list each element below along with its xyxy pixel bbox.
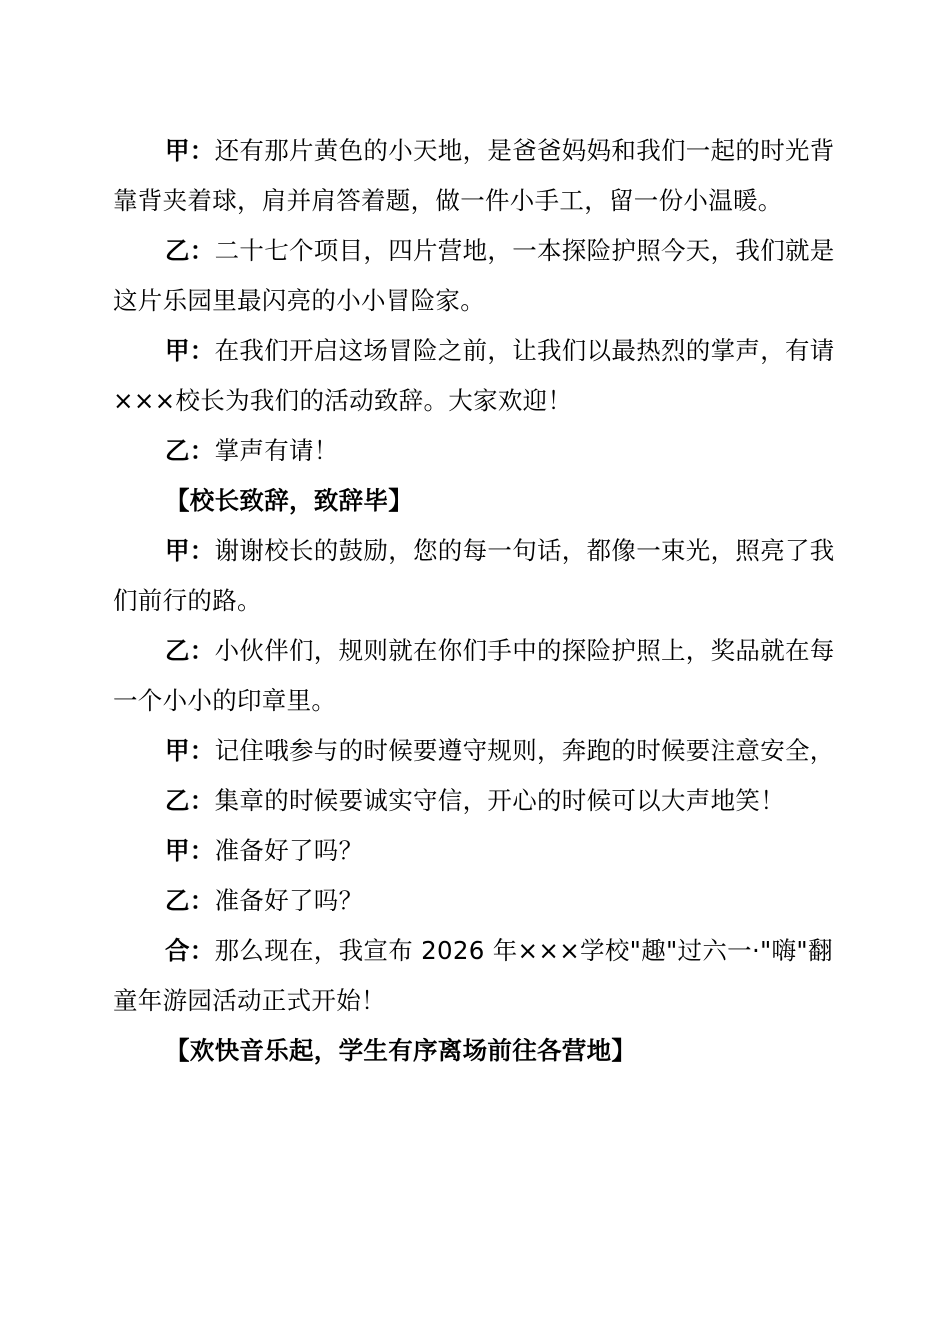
speaker-label: 乙： bbox=[165, 436, 215, 465]
dialogue-text: 准备好了吗？ bbox=[214, 886, 364, 915]
speaker-label: 乙： bbox=[165, 236, 215, 265]
dialogue-text: 记住哦参与的时候要遵守规则，奔跑的时候要注意安全， bbox=[214, 736, 835, 765]
dialogue-line bbox=[113, 776, 835, 826]
dialogue-line bbox=[113, 826, 835, 876]
speaker-label: 乙： bbox=[165, 886, 215, 915]
speaker-label: 甲： bbox=[165, 336, 215, 365]
dialogue-text: 二十七个项目，四片营地，一本探险护照今天，我们就是这片乐园里最闪亮的小小冒险家。 bbox=[113, 236, 835, 315]
speaker-label: 乙： bbox=[165, 786, 215, 815]
dialogue-line bbox=[113, 626, 835, 726]
dialogue-line bbox=[113, 726, 835, 776]
dialogue-line bbox=[113, 526, 835, 626]
dialogue-line bbox=[113, 126, 835, 226]
speaker-label: 甲： bbox=[165, 736, 215, 765]
dialogue-text: 谢谢校长的鼓励，您的每一句话，都像一束光，照亮了我们前行的路。 bbox=[113, 536, 835, 615]
dialogue-text: 在我们开启这场冒险之前，让我们以最热烈的掌声，有请×××校长为我们的活动致辞。大家欢迎！ bbox=[113, 336, 835, 415]
dialogue-text: 还有那片黄色的小天地，是爸爸妈妈和我们一起的时光背靠背夹着球，肩并肩答着题，做一件小手工，留一份小温暖。 bbox=[113, 136, 835, 215]
dialogue-line bbox=[113, 426, 835, 476]
script-body bbox=[113, 126, 835, 1076]
dialogue-text: 准备好了吗？ bbox=[214, 836, 364, 865]
dialogue-line bbox=[113, 876, 835, 926]
speaker-label: 乙： bbox=[165, 636, 215, 665]
dialogue-text: 小伙伴们，规则就在你们手中的探险护照上，奖品就在每一个小小的印章里。 bbox=[113, 636, 835, 715]
dialogue-text: 掌声有请！ bbox=[214, 436, 339, 465]
dialogue-line bbox=[113, 926, 835, 1026]
stage-direction: 【欢快音乐起，学生有序离场前往各营地】 bbox=[165, 1036, 637, 1065]
dialogue-line bbox=[113, 226, 835, 326]
speaker-label: 甲： bbox=[165, 536, 215, 565]
speaker-label: 甲： bbox=[165, 136, 215, 165]
dialogue-text: 那么现在，我宣布 2026 年×××学校"趣"过六一·"嗨"翻童年游园活动正式开始！ bbox=[113, 936, 833, 1015]
speaker-label: 合： bbox=[165, 936, 215, 965]
stage-direction: 【校长致辞，致辞毕】 bbox=[165, 486, 413, 515]
speaker-label: 甲： bbox=[165, 836, 215, 865]
dialogue-text: 集章的时候要诚实守信，开心的时候可以大声地笑！ bbox=[214, 786, 786, 815]
dialogue-line bbox=[113, 326, 835, 426]
